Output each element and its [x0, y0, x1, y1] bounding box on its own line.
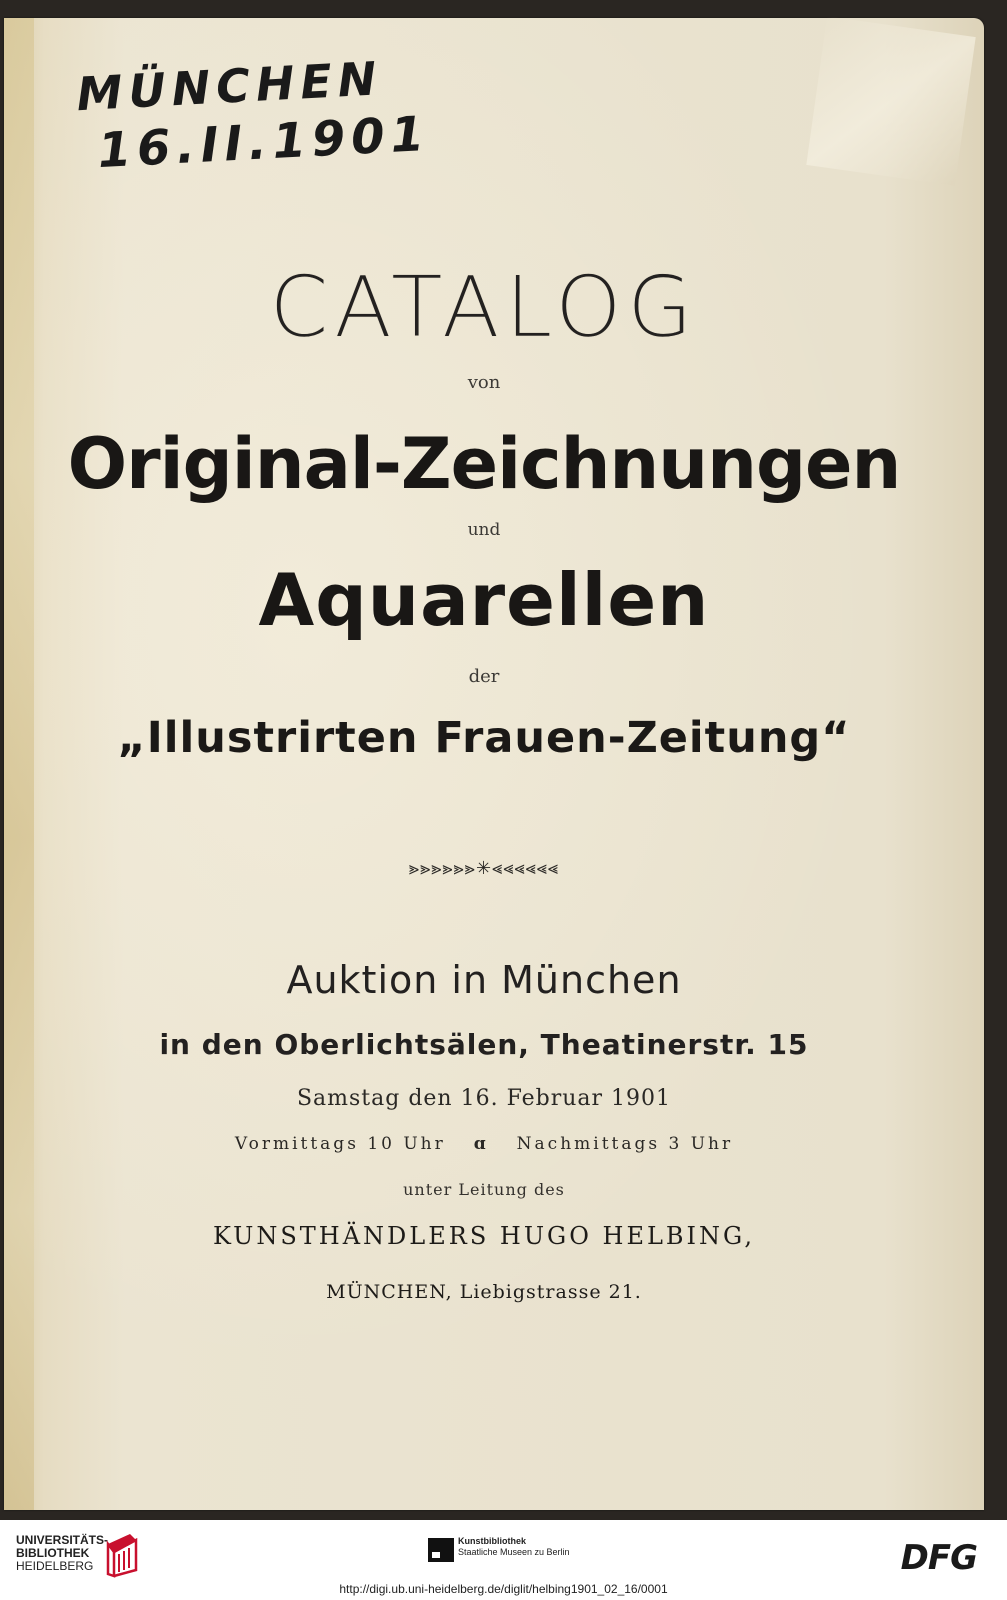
morning-time: Vormittags 10 Uhr	[234, 1134, 446, 1154]
kunstbibliothek-wordmark[interactable]	[458, 1536, 570, 1558]
auction-venue: in den Oberlichtsälen, Theatinerstr. 15	[159, 1028, 809, 1061]
dealer-name: KUNSTHÄNDLERS HUGO HELBING,	[213, 1222, 755, 1250]
times-separator: ɑ	[473, 1134, 489, 1154]
word-und: und	[467, 520, 501, 540]
afternoon-time: Nachmittags 3 Uhr	[516, 1134, 734, 1154]
kb-subtitle: Staatliche Museen zu Berlin	[458, 1547, 570, 1557]
ub-line-2: BIBLIOTHEK	[16, 1546, 90, 1560]
viewer-footer	[0, 1520, 1007, 1600]
word-von: von	[467, 372, 501, 393]
paper-corner-wear	[806, 16, 975, 185]
auction-heading: Auktion in München	[286, 958, 682, 1002]
auction-times	[4, 1134, 964, 1154]
title-original-zeichnungen: Original-Zeichnungen	[67, 423, 901, 505]
ornament-divider: ⪢⪢⪢⪢⪢⪢✳⪡⪡⪡⪡⪡⪡	[409, 858, 559, 879]
catalog-cover-page	[4, 18, 984, 1510]
title-catalog: CATALOG	[269, 258, 699, 356]
handwritten-date: 16.II.1901	[96, 105, 432, 180]
direction-line: unter Leitung des	[403, 1180, 565, 1199]
kunstbibliothek-logo-icon[interactable]	[428, 1538, 454, 1562]
publication-name: „Illustrirten Frauen-Zeitung“	[117, 713, 851, 763]
handwritten-note	[75, 47, 431, 181]
dfg-logo[interactable]: DFG	[900, 1538, 977, 1578]
auction-date: Samstag den 16. Februar 1901	[296, 1086, 672, 1111]
title-aquarellen: Aquarellen	[258, 558, 710, 642]
ub-line-3: HEIDELBERG	[16, 1559, 94, 1573]
word-der: der	[468, 666, 500, 687]
kb-name: Kunstbibliothek	[458, 1536, 526, 1546]
ub-heidelberg-wordmark[interactable]	[16, 1534, 108, 1573]
dealer-address: MÜNCHEN, Liebigstrasse 21.	[326, 1281, 642, 1303]
ub-line-1: UNIVERSITÄTS-	[16, 1533, 109, 1547]
handwritten-city: MÜNCHEN	[75, 51, 384, 122]
permalink-url[interactable]: http://digi.ub.uni-heidelberg.de/diglit/helbing1901_02_16/0001	[339, 1582, 668, 1596]
ub-heidelberg-logo-icon[interactable]	[102, 1530, 142, 1580]
